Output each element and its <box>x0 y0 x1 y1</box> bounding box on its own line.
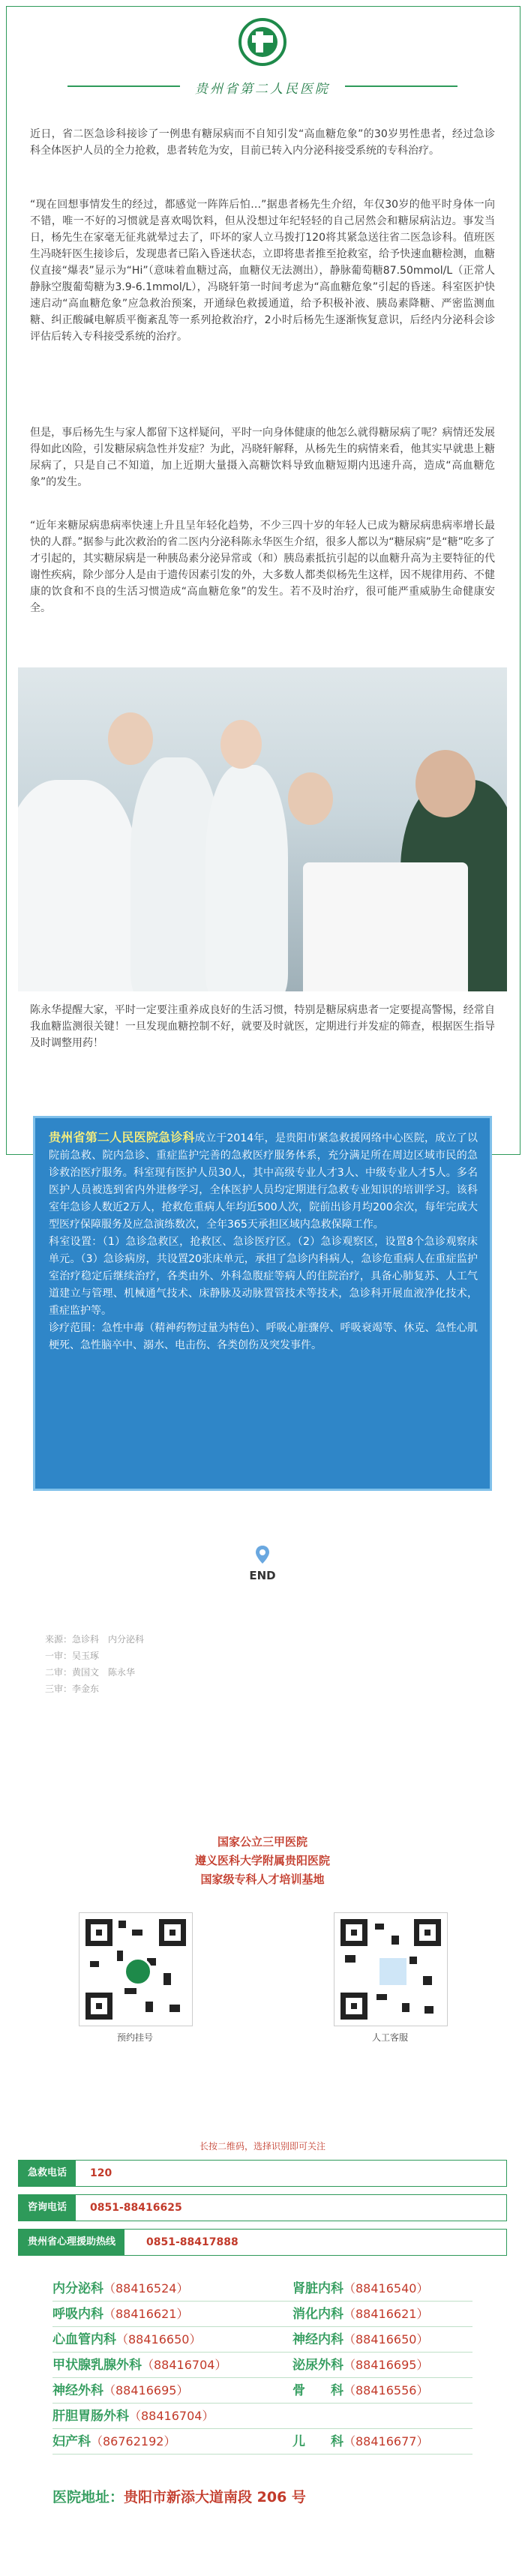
department-name: 泌尿外科 <box>292 2358 344 2373</box>
department-phone[interactable]: （88416524） <box>104 2281 189 2296</box>
department-phone[interactable]: （88416556） <box>344 2383 429 2398</box>
department-name: 呼吸内科 <box>52 2307 104 2322</box>
credit-line: 三审：李金东 <box>45 1684 100 1694</box>
department-phone[interactable]: （88416621） <box>344 2307 429 2321</box>
department-name: 心血管内科 <box>52 2332 116 2347</box>
appointment-qr-code[interactable] <box>79 1912 193 2026</box>
institution-line: 国家级专科人才培训基地 <box>200 1873 325 1886</box>
article-paragraph: 近日，省二医急诊科接诊了一例患有糖尿病而不自知引发“高血糖危象”的30岁男性患者，经过急诊科全体医护人员的全力抢救，患者转危为安，目前已转入内分泌科接受系统的专科治疗。 <box>30 128 495 157</box>
department-name: 肾脏内科 <box>292 2281 344 2296</box>
customer-service-qr-label: 人工客服 <box>371 2032 408 2043</box>
intro-text: 诊疗范围：急性中毒（精神药物过量为特色）、呼吸心脏骤停、呼吸衰竭等、休克、急性心肌梗死、急性脑卒中、溺水、电击伤、各类创伤及突发事件。 <box>49 1322 478 1351</box>
department-name: 神经内科 <box>292 2332 344 2347</box>
intro-title: 贵州省第二人民医院急诊科 <box>49 1130 195 1144</box>
address-label: 医院地址： <box>52 2489 124 2506</box>
location-pin-icon <box>255 1545 270 1564</box>
credit-line: 二审：黄国文 陈永华 <box>45 1667 136 1678</box>
appointment-qr-label: 预约挂号 <box>116 2032 153 2043</box>
header <box>0 0 525 109</box>
department-intro-box <box>33 1116 492 1491</box>
contact-label: 急救电话 <box>19 2161 76 2186</box>
department-phone[interactable]: （88416650） <box>344 2332 429 2347</box>
department-item <box>52 2305 188 2323</box>
department-phone[interactable]: （88416650） <box>116 2332 202 2347</box>
department-item <box>52 2407 214 2425</box>
contact-label: 咨询电话 <box>19 2195 76 2221</box>
department-phone[interactable]: （86762192） <box>91 2434 176 2449</box>
credits <box>45 1631 144 1697</box>
department-name: 甲状腺乳腺外科 <box>52 2358 142 2373</box>
divider <box>52 2301 472 2302</box>
intro-text: 成立于2014年，是贵阳市紧急救援网络中心医院，成立了以院前急救、院内急诊、重症监护完善的急救医疗服务体系，充分满足所在周边区域市民的急诊救治医疗服务。科室现有医护人员30人，其中高级专业人才3人、中级专业人才5人。多名医护人员被选到省内外进修学习，全体医护人员均定期进行急救专业知识的培训学习。该科室年急诊人数近2万人，抢救危重病人年均近500人次，院前出诊月均200余次，每年完成大型医疗保障服务及应急演练数次，全年365天承担区域内急救保障工作。 <box>49 1132 478 1231</box>
customer-service-qr-code[interactable] <box>334 1912 448 2026</box>
follow-hint: 长按二维码，选择识别即可关注 <box>199 2141 326 2152</box>
department-phone[interactable]: （88416704） <box>129 2409 214 2423</box>
divider <box>52 2403 472 2404</box>
department-name: 肝胆胃肠外科 <box>52 2409 129 2424</box>
article-paragraph: 但是，事后杨先生与家人都留下这样疑问，平时一向身体健康的他怎么就得糖尿病了呢？病情还发展得如此凶险，引发糖尿病急性并发症？为此，冯晓轩解释，从杨先生的病情来看，他其实早就患上糖尿病了，只是自己不知道，加上近期大量摄入高糖饮料导致血糖短期内迅速升高，造成“高血糖危象”的发生。 <box>30 427 495 488</box>
department-item <box>292 2331 428 2349</box>
department-phone[interactable]: （88416704） <box>142 2358 227 2372</box>
department-phone[interactable]: （88416621） <box>104 2307 189 2321</box>
department-item <box>52 2356 226 2374</box>
divider <box>52 2352 472 2353</box>
contact-value[interactable]: 120 <box>90 2167 112 2179</box>
department-item <box>292 2356 428 2374</box>
department-name: 骨 科 <box>292 2383 344 2398</box>
article-photo <box>18 667 507 991</box>
department-item <box>292 2382 428 2400</box>
article-paragraph: “现在回想事情发生的经过，都感觉一阵阵后怕…”据患者杨先生介绍，年仅30岁的他平时身体一向不错，唯一不好的习惯就是喜欢喝饮料，但从没想过年纪轻轻的自己居然会和糖尿病沾边。事发当日，杨先生在家毫无征兆就晕过去了，吓坏的家人立马拨打120将其紧急送往省二医急诊科。值班医生冯晓轩医生接诊后，发现患者已陷入昏迷状态，立即将患者推至抢救室，给予快速血糖检测，血糖仪直接“爆表”显示为“Hi”（意味着血糖过高，血糖仪无法测出），静脉葡萄糖87.50mmol/L（正常人静脉空腹葡萄糖为3.9-6.1mmol/L），冯晓轩第一时间考虑为“高血糖危象”引起的昏迷。科室医护快速启动“高血糖危象”应急救治预案，开通绿色救援通道，给予积极补液、胰岛素降糖、严密监测血糖、纠正酸碱电解质平衡紊乱等一系列抢救治疗，2小时后杨先生逐渐恢复意识，后经内分泌科会诊评估后转入专科接受系统的治疗。 <box>30 199 495 343</box>
contact-row-psych-hotline <box>18 2229 507 2256</box>
article-paragraph: 陈永华提醒大家，平时一定要注重养成良好的生活习惯，特别是糖尿病患者一定要提高警惕，经常自我血糖监测很关键！一旦发现血糖控制不好，就要及时就医，定期进行并发症的筛查，根据医生指导及时调整用药！ <box>30 1004 495 1049</box>
end-label: END <box>249 1569 276 1582</box>
hospital-logo-icon <box>238 18 286 66</box>
department-item <box>292 2433 428 2451</box>
article-paragraph: “近年来糖尿病患病率快速上升且呈年轻化趋势，不少三四十岁的年轻人已成为糖尿病患病率增长最快的人群。”据参与此次救治的省二医内分泌科陈永华医生介绍，很多人都以为“糖尿病”是“糖”吃多了才引起的，其实糖尿病是一种胰岛素分泌异常或（和）胰岛素抵抗引起的以血糖升高为主要特征的代谢性疾病，除少部分人是由于遗传因素引发的外，大多数人都类似杨先生这样，因不规律用药、不健康的饮食和不良的生活习惯造成“高血糖危象”的发生。若不及时治疗，很可能严重威胁生命健康安全。 <box>30 520 495 614</box>
department-item <box>52 2382 188 2400</box>
contact-row-consult <box>18 2194 507 2221</box>
department-name: 内分泌科 <box>52 2281 104 2296</box>
department-item <box>52 2433 176 2451</box>
contact-row-emergency <box>18 2160 507 2187</box>
department-item <box>52 2280 188 2298</box>
department-item <box>292 2305 428 2323</box>
credit-source: 来源：急诊科 内分泌科 <box>45 1634 145 1645</box>
department-phone[interactable]: （88416677） <box>344 2434 429 2449</box>
hospital-address <box>52 2486 306 2506</box>
department-name: 妇产科 <box>52 2434 91 2449</box>
intro-text: 科室设置：（1）急诊急救区，抢救区、急诊医疗区。（2）急诊观察区，设置8个急诊观察床单元。（3）急诊病房，共设置20张床单元，承担了急诊内科病人，急诊危重病人在重症监护室治疗稳定后继续治疗，各类由外、外科急腹症等病人的住院治疗，具备心肺复苏、人工气道建立与管理、机械通气技术、床静脉及动脉置管技术等技术，急诊科开展血液净化技术，重症监护等。 <box>49 1236 478 1317</box>
institution-line: 国家公立三甲医院 <box>217 1835 308 1849</box>
contact-value[interactable]: 0851-88417888 <box>146 2236 238 2248</box>
institution-line: 遵义医科大学附属贵阳医院 <box>194 1854 330 1867</box>
contact-label: 贵州省心理援助热线 <box>19 2230 124 2255</box>
hospital-name: 贵州省第二人民医院 <box>195 82 330 97</box>
department-item <box>292 2280 428 2298</box>
department-item <box>52 2331 201 2349</box>
department-name: 消化内科 <box>292 2307 344 2322</box>
divider <box>52 2454 472 2455</box>
department-phone[interactable]: （88416695） <box>104 2383 189 2398</box>
department-name: 神经外科 <box>52 2383 104 2398</box>
department-name: 儿 科 <box>292 2434 344 2449</box>
credit-line: 一审：吴玉琢 <box>45 1651 100 1661</box>
divider <box>52 2377 472 2378</box>
divider <box>52 2326 472 2327</box>
department-phone[interactable]: （88416540） <box>344 2281 429 2296</box>
department-phone[interactable]: （88416695） <box>344 2358 429 2372</box>
divider <box>52 2428 472 2429</box>
address-value: 贵阳市新添大道南段 206 号 <box>124 2489 306 2506</box>
contact-value[interactable]: 0851-88416625 <box>90 2202 182 2214</box>
